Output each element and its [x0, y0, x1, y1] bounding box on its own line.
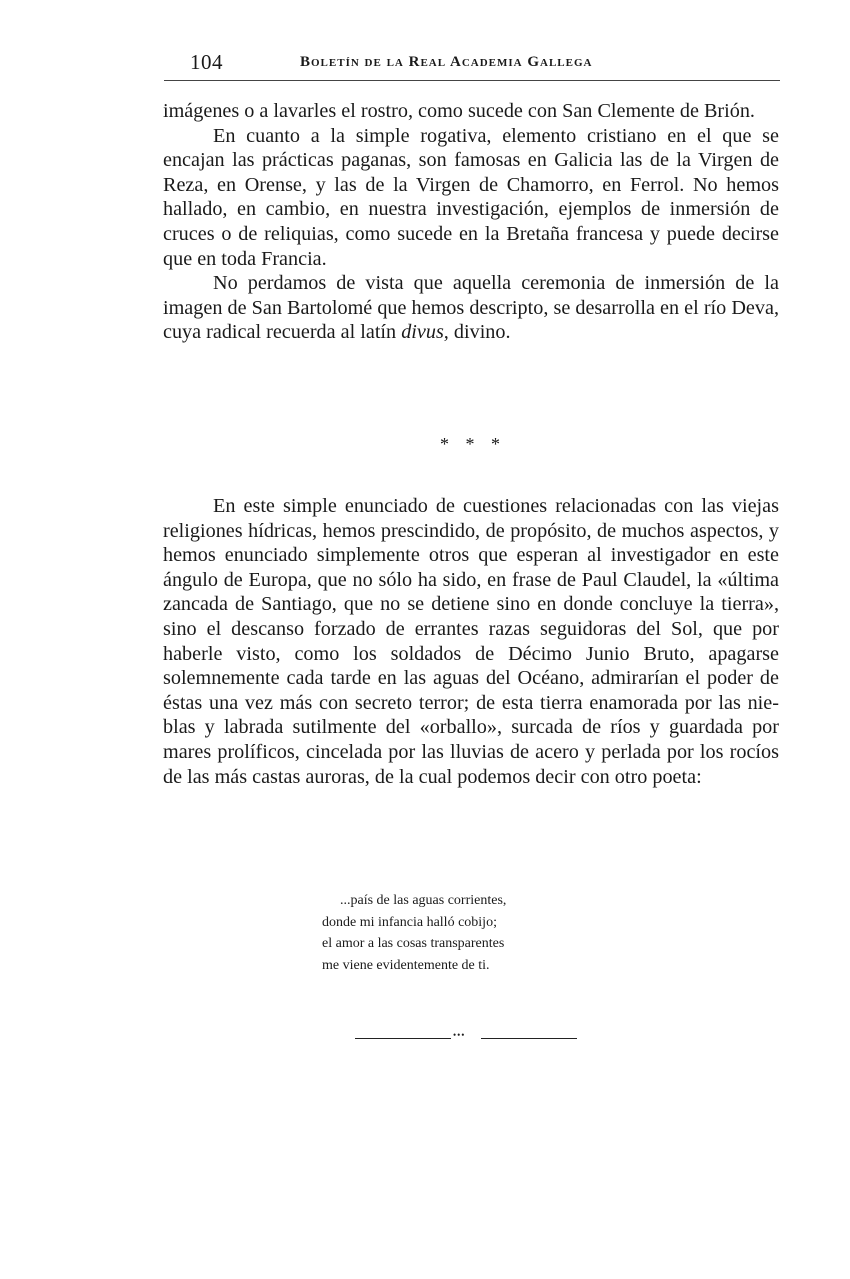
ornament-dots: ••• [453, 1030, 466, 1040]
ornament-bar [355, 1038, 451, 1039]
paragraph: imágenes o a lavarles el rostro, como sucede con San Clemente de Brión. [163, 100, 755, 122]
poem-line: ...país de las aguas corrientes, [340, 893, 507, 908]
running-title: Boletín de la Real Academia Gallega [300, 54, 593, 70]
paragraph: En este simple enunciado de cuestiones relacionadas con las viejas religiones hídricas, hemos prescindido, de propósito, de muchos aspectos, y hemos enunciado simplemente otros que esperan al investigador en este ángulo de Europa, que no sólo ha sido, en frase de Paul Claudel, la «última zancada de Santiago, que no se detiene sino en donde concluye la tierra», sino el descanso forzado de errantes razas seguidoras del Sol, que por haberle visto, como los soldados de Décimo Junio Bruto, apagarse solemnemente cada tarde en las aguas del Océano, admirarían el poder de éstas una vez más con secreto terror; de esta tierra enamorada por las nieblas y labrada sutilmente del «orballo», surcada de ríos y guardada por mares prolíficos, cincelada por las lluvias de acero y perlada por los rocíos de las más castas auroras, de la cual podemos decir con otro poeta: [163, 495, 779, 788]
poem-line: el amor a las cosas transparentes [322, 936, 505, 951]
page-number: 104 [190, 50, 223, 74]
section-separator: * * * [440, 434, 506, 454]
italic-term: divus, [401, 321, 449, 344]
paragraph [163, 271, 779, 345]
header-rule [164, 80, 780, 81]
poem-quote [322, 890, 602, 976]
end-ornament [355, 1030, 577, 1042]
ornament-bar [481, 1038, 577, 1039]
text-block-2 [163, 494, 779, 789]
paragraph: En cuanto a la simple rogativa, elemento cristiano en el que se encajan las prácticas paganas, son famosas en Galicia las de la Virgen de Reza, en Orense, y las de la Virgen de Chamorro, en Ferrol. No hemos hallado, en cambio, en nuestra investigación, ejemplos de inmersión de cruces o de reliquias, como sucede en la Bretaña francesa y puede decirse que en toda Francia. [163, 124, 779, 270]
paragraph-text: divino. [448, 321, 511, 344]
poem-line: donde mi infancia halló cobijo; [322, 914, 497, 930]
text-block-1 [163, 99, 779, 345]
paragraph-text: No perdamos de vista que aquella ceremonia de inmersión de la imagen de San Bartolomé que hemos descripto, se desarrolla en el río Deva, cuya radical recuerda al latín [163, 272, 779, 344]
running-header [160, 44, 780, 80]
poem-line: me viene evidentemente de ti. [322, 957, 490, 973]
